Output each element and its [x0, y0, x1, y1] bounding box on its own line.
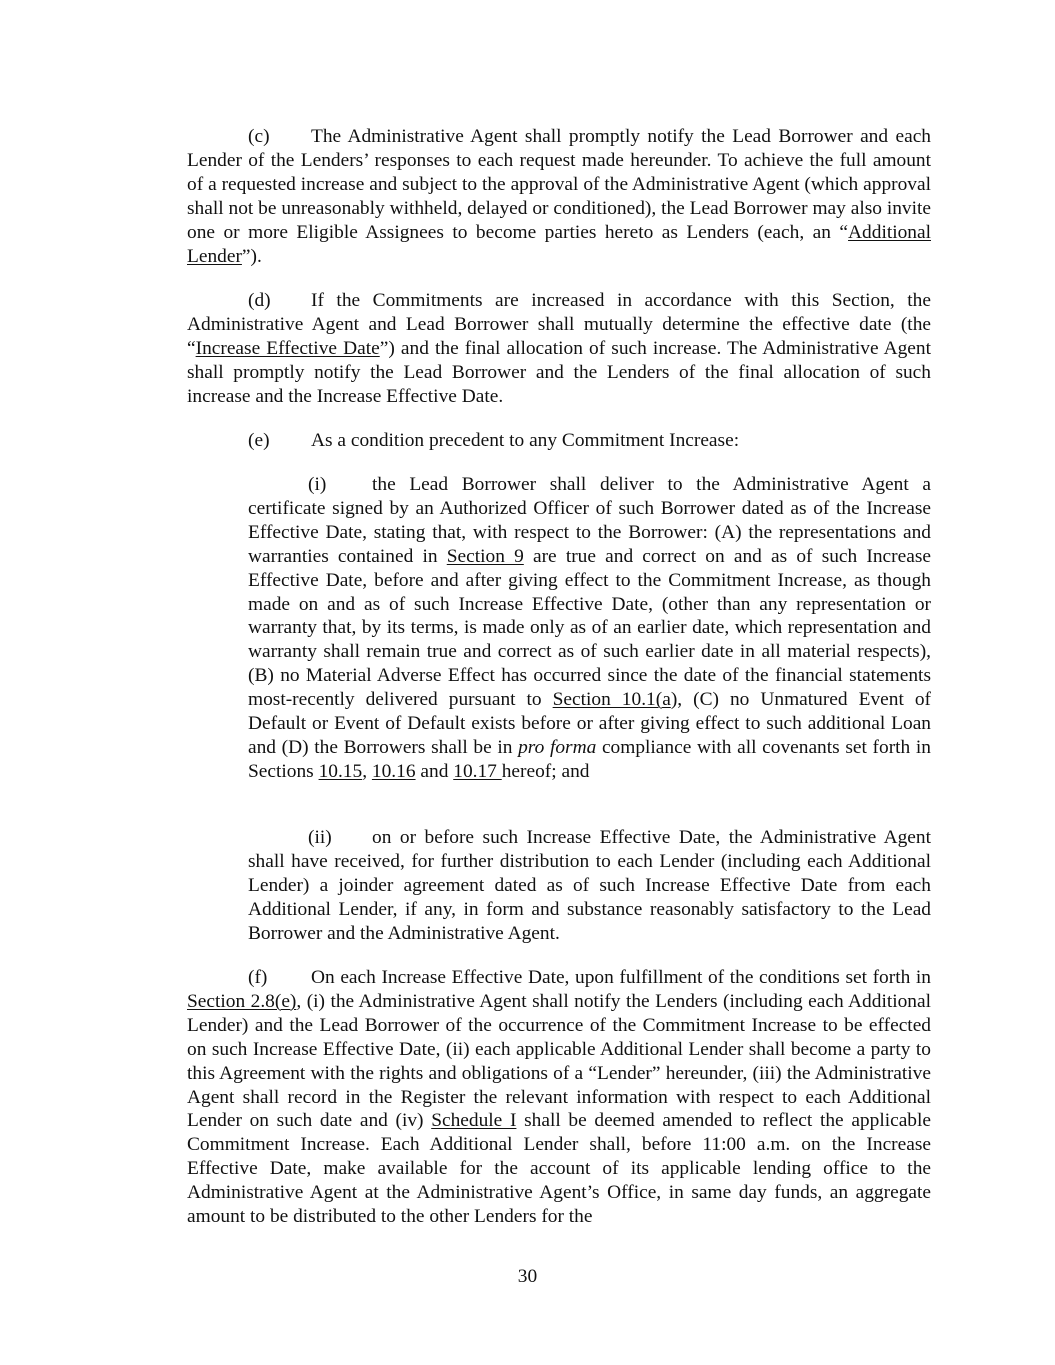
paragraph-e-i-label: (i) [308, 474, 327, 495]
paragraph-e-i: (i) the Lead Borrower shall deliver to the Administrative Agent a certificate signed by an Authorized Officer of such Borrower dated as of the Increase Effective Date, stating that, with respect to the Borrower: (A) the representations and warranties contained in Section 9 are true and correct on and as of such Increase Effective Date, before and after giving effect to the Commitment Increase, as though made on and as of such Increase Effective Date, (other than any representation or warranty that, by its terms, is made only as of an earlier date, which representation and warranty shall remain true and correct as of such earlier date in all material respects), (B) no Material Adverse Effect has occurred since the date of the financial statements most-recently delivered pursuant to Section 10.1(a), (C) no Unmatured Event of Default or Event of Default exists before or after giving effect to such additional Loan and (D) the Borrowers shall be in pro forma compliance with all covenants set forth in Sections 10.15, 10.16 and 10.17 hereof; and [248, 474, 931, 782]
reference-10-17: 10.17 [453, 760, 502, 782]
paragraph-e: (e) As a condition precedent to any Commitment Increase: [248, 430, 740, 451]
defined-term-additional-lender: Additional Lender [187, 221, 931, 267]
reference-section-10-1-a: Section 10.1(a [552, 689, 671, 711]
paragraph-c: (c) The Administrative Agent shall promptly notify the Lead Borrower and each Lender of the Lenders’ responses to each request made hereunder. To achieve the full amount of a requested increase and subject to the approval of the Administrative Agent (which approval shall not be unreasonably withheld, delayed or conditioned), the Lead Borrower may also invite one or more Eligible Assignees to become parties hereto as Lenders (each, an “Additional Lender”). [187, 126, 931, 267]
reference-schedule-i: Schedule I [431, 1110, 517, 1132]
paragraph-e-label: (e) [248, 430, 270, 451]
reference-10-15: 10.15 [318, 760, 363, 782]
paragraph-e-ii-label: (ii) [308, 827, 332, 848]
defined-term-increase-effective-date: Increase Effective Date [195, 337, 380, 359]
reference-10-16: 10.16 [371, 760, 416, 782]
page-number: 30 [517, 1266, 538, 1287]
reference-section-9: Section 9 [446, 545, 524, 567]
paragraph-c-label: (c) [248, 126, 270, 147]
paragraph-f: (f) On each Increase Effective Date, upon fulfillment of the conditions set forth in Section 2.8(e), (i) the Administrative Agent shall notify the Lenders (including each Additional Lender) and the Lead Borrower of the occurrence of the Commitment Increase to be effected on such Increase Effective Date, (ii) each applicable Additional Lender shall become a party to this Agreement with the rights and obligations of a “Lender” hereunder, (iii) the Administrative Agent shall record in the Register the relevant information with respect to each Additional Lender on such date and (iv) Schedule I shall be deemed amended to reflect the applicable Commitment Increase. Each Additional Lender shall, before 11:00 a.m. on the Increase Effective Date, make available for the account of its applicable lending office to the Administrative Agent at the Administrative Agent’s Office, in same day funds, an aggregate amount to be distributed to the other Lenders for the [187, 967, 931, 1228]
italic-pro-forma: pro forma [518, 736, 597, 758]
paragraph-d-label: (d) [248, 290, 271, 311]
reference-section-2-8-e: Section 2.8(e) [187, 990, 297, 1012]
paragraph-d: (d) If the Commitments are increased in accordance with this Section, the Administrative Agent and Lead Borrower shall mutually determine the effective date (the “Increase Effective Date”) and the final allocation of such increase. The Administrative Agent shall promptly notify the Lead Borrower and the Lenders of the final allocation of such increase and the Increase Effective Date. [187, 290, 931, 407]
paragraph-f-label: (f) [248, 967, 268, 988]
paragraph-e-ii: (ii) on or before such Increase Effective Date, the Administrative Agent shall have received, for further distribution to each Lender (including each Additional Lender) a joinder agreement dated as of such Increase Effective Date from each Additional Lender, if any, in form and substance reasonably satisfactory to the Lead Borrower and the Administrative Agent. [248, 827, 931, 944]
